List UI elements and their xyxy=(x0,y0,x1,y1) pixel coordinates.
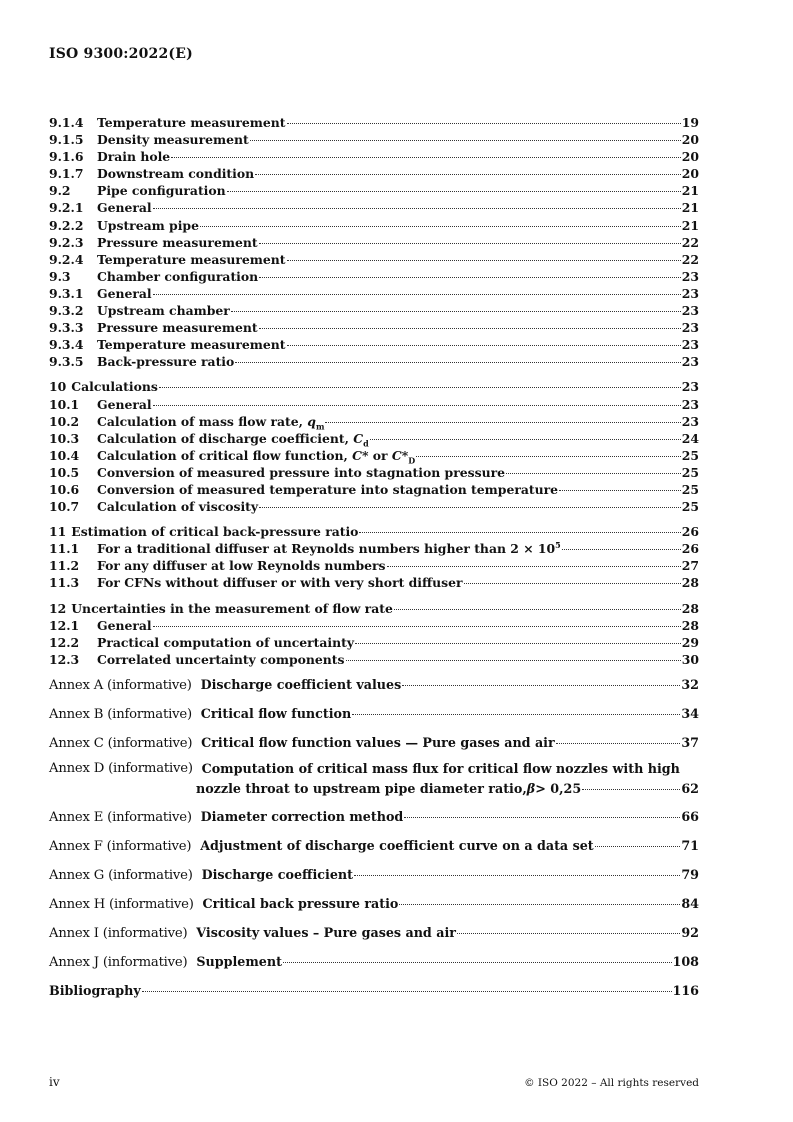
toc-annex-e[interactable] xyxy=(49,805,699,826)
entry-title: Pressure measurement xyxy=(97,234,258,250)
dot-leader xyxy=(153,279,681,295)
dot-leader xyxy=(370,424,681,440)
dot-leader xyxy=(171,142,681,158)
entry-title: Pipe configuration xyxy=(97,183,226,199)
bibliography-title: Bibliography xyxy=(49,982,141,998)
entry-number: 10.1 xyxy=(49,396,80,412)
dot-leader xyxy=(235,347,680,363)
entry-title: Calculation of discharge coefficient, $C_d$ xyxy=(97,430,369,449)
entry-number: 10.4 xyxy=(49,447,80,463)
subscript: m xyxy=(315,421,325,432)
toc-entry[interactable] xyxy=(49,648,699,665)
toc-section-10 xyxy=(49,375,699,515)
annex-page: 84 xyxy=(681,895,699,911)
toc-entry[interactable] xyxy=(49,350,699,370)
entry-number: 11.2 xyxy=(49,558,80,574)
dot-leader xyxy=(355,628,681,644)
entry-page: 21 xyxy=(681,200,699,216)
entry-title: General xyxy=(97,396,152,412)
entry-page: 29 xyxy=(681,634,699,650)
annex-page: 37 xyxy=(681,734,699,750)
entry-number: 9.3.5 xyxy=(49,354,84,370)
annex-label: Annex I (informative) xyxy=(49,925,188,941)
dot-leader xyxy=(259,313,681,329)
annex-page: 66 xyxy=(681,808,699,824)
entry-number: 10 xyxy=(49,379,67,395)
entry-number: 9.3.4 xyxy=(49,337,84,353)
table-of-contents xyxy=(49,111,699,999)
entry-number: 9.3.1 xyxy=(49,285,84,301)
dot-leader xyxy=(227,176,681,192)
dot-leader xyxy=(506,458,681,474)
annex-title-line2: nozzle throat to upstream pipe diameter ratio, xyxy=(196,780,527,796)
entry-number: 9.2.1 xyxy=(49,200,84,216)
dot-leader xyxy=(153,193,681,209)
toc-annex-b[interactable] xyxy=(49,702,699,723)
annex-page: 62 xyxy=(681,780,699,796)
dot-leader xyxy=(250,125,681,141)
entry-number: 9.1.4 xyxy=(49,115,84,130)
entry-number: 10.5 xyxy=(49,464,80,480)
entry-title: General xyxy=(97,617,152,633)
entry-title: Estimation of critical back-pressure ratio xyxy=(71,524,359,540)
entry-page: 27 xyxy=(681,558,699,574)
entry-page: 21 xyxy=(681,217,699,233)
annex-title: Discharge coefficient values xyxy=(200,676,402,692)
entry-number: 9.2.3 xyxy=(49,234,84,250)
toc-annex-c[interactable] xyxy=(49,731,699,752)
entry-title: Temperature measurement xyxy=(97,337,286,353)
annex-title: Viscosity values – Pure gases and air xyxy=(196,924,456,940)
entry-page: 26 xyxy=(681,524,699,540)
entry-page: 23 xyxy=(681,320,699,336)
annex-title: Supplement xyxy=(196,953,282,969)
dot-leader xyxy=(559,475,681,491)
entry-page: 28 xyxy=(681,600,699,616)
entry-page: 23 xyxy=(681,337,699,353)
dot-leader xyxy=(259,492,681,508)
annex-page: 108 xyxy=(672,953,699,969)
annex-title: Critical flow function values — Pure gases and air xyxy=(201,734,555,750)
annex-title: Adjustment of discharge coefficient curve on a data set xyxy=(200,837,594,853)
entry-page: 23 xyxy=(681,413,699,429)
entry-title: Calculation of viscosity xyxy=(97,499,259,515)
entry-page: 23 xyxy=(681,303,699,319)
annex-label: Annex J (informative) xyxy=(49,954,188,970)
entry-page: 23 xyxy=(681,268,699,284)
annex-page: 79 xyxy=(681,866,699,882)
toc-annex-a[interactable] xyxy=(49,673,699,694)
annex-label: Annex H (informative) xyxy=(49,896,194,912)
entry-page: 24 xyxy=(681,430,699,446)
entry-number: 9.3.3 xyxy=(49,320,84,336)
dot-leader xyxy=(287,108,681,124)
toc-section-11 xyxy=(49,520,699,591)
symbol: C xyxy=(353,430,364,446)
annex-label: Annex G (informative) xyxy=(49,867,193,883)
dot-leader xyxy=(562,534,681,550)
entry-title: Conversion of measured temperature into stagnation temperature xyxy=(97,481,559,497)
superscript: 5 xyxy=(555,540,561,551)
entry-title: Conversion of measured pressure into stagnation pressure xyxy=(97,464,505,480)
annex-label: Annex C (informative) xyxy=(49,735,193,751)
entry-number: 9.3.2 xyxy=(49,303,84,319)
entry-title: For any diffuser at low Reynolds numbers xyxy=(97,558,386,574)
toc-bibliography[interactable] xyxy=(49,979,699,999)
symbol: q xyxy=(307,413,316,429)
subscript: d xyxy=(363,438,369,449)
entry-page: 25 xyxy=(681,481,699,497)
toc-annex-h[interactable] xyxy=(49,892,699,913)
beta-symbol: β xyxy=(526,780,536,796)
entry-title: Pressure measurement xyxy=(97,320,258,336)
toc-annex-d[interactable] xyxy=(49,760,699,797)
annex-page: 32 xyxy=(681,676,699,692)
entry-number: 9.1.7 xyxy=(49,166,84,182)
dot-leader xyxy=(255,159,681,175)
symbol: C* xyxy=(391,447,409,463)
annex-title: Discharge coefficient xyxy=(201,866,353,882)
entry-number: 9.1.6 xyxy=(49,149,84,165)
entry-page: 22 xyxy=(681,234,699,250)
entry-page: 20 xyxy=(681,149,699,165)
entry-number: 9.2.4 xyxy=(49,251,84,267)
entry-page: 25 xyxy=(681,464,699,480)
entry-title: Density measurement xyxy=(97,132,249,148)
dot-leader xyxy=(287,330,681,346)
dot-leader xyxy=(231,296,681,312)
dot-leader xyxy=(416,441,681,457)
entry-number: 11.1 xyxy=(49,541,80,557)
dot-leader xyxy=(153,390,681,406)
entry-title: Calculations xyxy=(71,379,158,395)
dot-leader xyxy=(464,568,681,584)
toc-entry[interactable] xyxy=(49,495,699,515)
toc-entry[interactable] xyxy=(49,571,699,591)
dot-leader xyxy=(259,228,681,244)
dot-leader xyxy=(394,594,681,610)
entry-page: 26 xyxy=(681,541,699,557)
entry-title: Downstream condition xyxy=(97,166,255,182)
entry-number: 10.7 xyxy=(49,499,80,515)
entry-title: Practical computation of uncertainty xyxy=(97,634,355,650)
entry-number: 9.2 xyxy=(49,183,71,199)
entry-title: Back-pressure ratio xyxy=(97,354,235,370)
entry-page: 21 xyxy=(681,183,699,199)
annex-label: Annex A (informative) xyxy=(49,677,192,693)
entry-page: 20 xyxy=(681,132,699,148)
dot-leader xyxy=(287,245,681,261)
subscript: D xyxy=(408,455,416,466)
dot-leader xyxy=(346,645,681,661)
entry-page: 30 xyxy=(681,651,699,667)
dot-leader xyxy=(153,611,681,627)
toc-annex-i[interactable] xyxy=(49,921,699,942)
entry-page: 23 xyxy=(681,354,699,370)
entry-number: 9.1.5 xyxy=(49,132,84,148)
page-number: iv xyxy=(49,1075,60,1089)
annex-title: Critical back pressure ratio xyxy=(202,895,399,911)
entry-page: 25 xyxy=(681,499,699,515)
entry-title: General xyxy=(97,200,152,216)
toc-annex-g[interactable] xyxy=(49,863,699,884)
entry-page: 20 xyxy=(681,166,699,182)
entry-title: For CFNs without diffuser or with very short diffuser xyxy=(97,575,463,591)
dot-leader xyxy=(159,372,681,388)
entry-number: 12.2 xyxy=(49,634,80,650)
entry-title: For a traditional diffuser at Reynolds numbers higher than $2 \times 10^5$ xyxy=(97,540,561,557)
annex-label: Annex B (informative) xyxy=(49,706,192,722)
entry-number: 9.3 xyxy=(49,268,71,284)
entry-number: 12.3 xyxy=(49,651,80,667)
entry-title: Upstream pipe xyxy=(97,217,199,233)
entry-number: 12 xyxy=(49,600,67,616)
entry-number: 11 xyxy=(49,524,67,540)
toc-annex-f[interactable] xyxy=(49,834,699,855)
annex-title-line1: Computation of critical mass flux for critical flow nozzles with high xyxy=(201,760,680,776)
toc-section-12 xyxy=(49,597,699,665)
entry-page: 23 xyxy=(681,379,699,395)
annex-label: Annex E (informative) xyxy=(49,809,192,825)
entry-number: 11.3 xyxy=(49,575,80,591)
entry-page: 23 xyxy=(681,396,699,412)
entry-title: Temperature measurement xyxy=(97,115,286,130)
entry-page: 28 xyxy=(681,617,699,633)
entry-title: Chamber configuration xyxy=(97,268,259,284)
entry-title: Calculation of mass flow rate, $q_m$ xyxy=(97,413,325,432)
entry-page: 19 xyxy=(681,115,699,130)
toc-section-9 xyxy=(49,111,699,370)
bibliography-page: 116 xyxy=(672,982,699,998)
entry-title: Temperature measurement xyxy=(97,251,286,267)
dot-leader xyxy=(259,262,681,278)
entry-page: 25 xyxy=(681,447,699,463)
dot-leader xyxy=(200,211,681,227)
annex-title: Diameter correction method xyxy=(200,808,404,824)
entry-number: 12.1 xyxy=(49,617,80,633)
entry-number: 10.3 xyxy=(49,430,80,446)
dot-leader xyxy=(325,407,680,423)
annex-page: 92 xyxy=(681,924,699,940)
entry-title: Upstream chamber xyxy=(97,303,230,319)
annex-title-tail: > 0,25 xyxy=(535,780,582,796)
entry-number: 9.2.2 xyxy=(49,217,84,233)
annex-page: 71 xyxy=(681,837,699,853)
entry-title: Uncertainties in the measurement of flow rate xyxy=(71,600,393,616)
entry-title: General xyxy=(97,285,152,301)
document-id: ISO 9300:2022(E) xyxy=(49,46,193,62)
entry-title: Correlated uncertainty components xyxy=(97,651,345,667)
annex-label: Annex F (informative) xyxy=(49,838,192,854)
entry-number: 10.2 xyxy=(49,413,80,429)
annex-page: 34 xyxy=(681,705,699,721)
toc-annex-j[interactable] xyxy=(49,950,699,971)
dot-leader xyxy=(359,517,680,533)
entry-page: 22 xyxy=(681,251,699,267)
copyright-notice: © ISO 2022 – All rights reserved xyxy=(524,1077,699,1089)
annex-title: Critical flow function xyxy=(200,705,352,721)
entry-title: Calculation of critical flow function, C* or $C*_D$ xyxy=(97,447,416,466)
dot-leader xyxy=(387,551,681,567)
entry-page: 23 xyxy=(681,285,699,301)
entry-page: 28 xyxy=(681,575,699,591)
symbol: C* xyxy=(352,447,369,463)
entry-title: Drain hole xyxy=(97,149,171,165)
entry-number: 10.6 xyxy=(49,481,80,497)
annex-label: Annex D (informative) xyxy=(49,760,193,776)
